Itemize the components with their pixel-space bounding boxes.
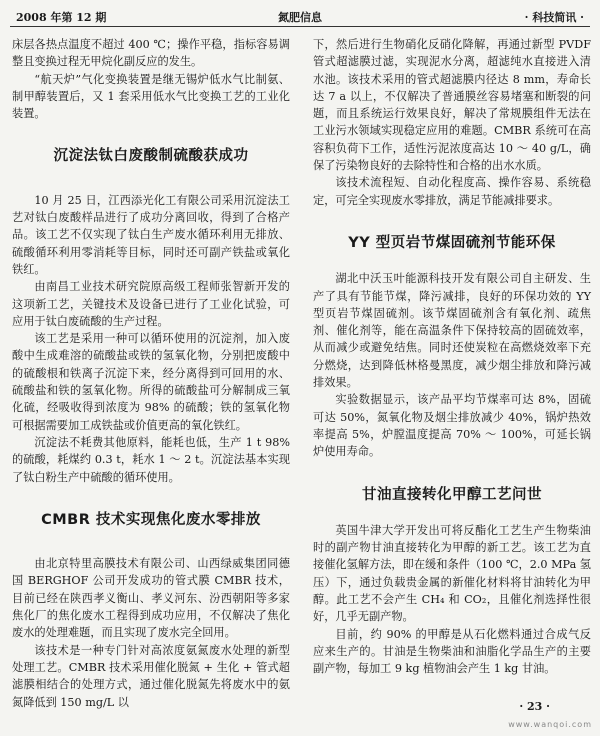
paragraph: 该技术流程短、自动化程度高、操作容易、系统稳定，可完全实现废水零排放，满足节能减排要求。 — [313, 176, 591, 207]
watermark: www.wanqoi.com — [508, 720, 592, 729]
paragraph: 下，然后进行生物硝化反硝化降解，再通过新型 PVDF 管式超滤膜过滤，实现泥水分离，超滤纯水直接进入清水池。该技术采用的管式超滤膜内径达 8 mm，寿命长达 7 a 以上，不仅解决了普通膜丝容易堵塞和断裂的问题，而且系统运行效果良好，解决了常规膜组件无法在工业污水领域实现稳定应用的难题。CMBR 系统可在高容积负荷下工作，适性污泥浓度高达 10 ～ 40 g/L，确保了污染物良好的去除特性和合格的出水水质。 — [313, 38, 591, 173]
paragraph: 该工艺是采用一种可以循环使用的沉淀剂，加入废酸中生成难溶的硫酸盐或铁的氢氧化物，分别把废酸中的硫酸根和铁离子沉淀下来，经分离得到可回用的水、硫酸盐和铁的氢氧化物。所得的硫酸盐可分解制成三氧化硫，经吸收得到浓度为 98% 的硫酸；铁的氢氧化物可根据需要加工成铁盐或价值更高的氧化铁红。 — [12, 332, 290, 432]
page-header — [10, 6, 590, 27]
issue-label: 2008 年第 12 期 — [16, 11, 107, 24]
right-column — [313, 36, 591, 678]
article-title: 沉淀法钛白废酸制硫酸获成功 — [53, 148, 249, 165]
paragraph: 10 月 25 日，江西添光化工有限公司采用沉淀法工艺对钛白废酸样品进行了成功分离回收，得到了合格产品。该工艺不仅实现了钛白生产废水循环利用无排放、硫酸循环利用零消耗等目标，同时还可副产铁盐或氧化铁红。 — [12, 193, 290, 276]
paragraph: “航天炉”气化变换装置是继无锡炉低水气比制氨、制甲醇装置后，又 1 套采用低水气比变换工艺的工业化装置。 — [12, 72, 290, 121]
paragraph: 英国牛津大学开发出可将反酯化工艺生产生物柴油时的副产物甘油直接转化为甲醇的新工艺。该工艺为直接催化氢解方法，即在缓和条件（100 ℃，2.0 MPa 氢压）下，通过负载贵金属的新催化材料将甘油转化为甲醇。此工艺不会产生 CH₄ 和 CO₂，且催化剂选择性很好，几乎无副产物。 — [313, 523, 591, 624]
paragraph: 由北京特里高膜技术有限公司、山西绿威集团同德国 BERGHOF 公司开发成功的管式膜 CMBR 技术，目前已经在陕西孝义衡山、孝义河东、汾西朝阳等多家焦化厂的焦化废水工程得到成功应用，不仅解决了焦化废水的处理难题，而且实现了废水完全回用。 — [12, 557, 290, 640]
section-label: · 科技简讯 · — [524, 11, 584, 24]
paragraph: 该技术是一种专门针对高浓度氨氮废水处理的新型处理工艺。CMBR 技术采用催化脱氮 + 生化 + 管式超滤膜相结合的处理方式，通过催化脱氮先将废水中的氨氮降低到 150 mg/L 以 — [12, 643, 290, 709]
paragraph: 目前，约 90% 的甲醇是从石化燃料通过合成气反应来生产的。甘油是生物柴油和油脂化学品生产的主要副产物，每加工 9 kg 植物油会产生 1 kg 甘油。 — [313, 627, 591, 676]
page-number: · 23 · — [519, 700, 550, 713]
left-column — [12, 36, 290, 711]
paragraph: 沉淀法不耗费其他原料，能耗也低，生产 1 t 98% 的硫酸，耗煤约 0.3 t，耗水 1 ～ 2 t。沉淀法基本实现了钛白粉生产中硫酸的循环使用。 — [12, 435, 290, 484]
journal-title: 氮肥信息 — [278, 11, 322, 24]
article-title: YY 型页岩节煤固硫剂节能环保 — [348, 234, 556, 251]
paragraph: 湖北中沃玉叶能源科技开发有限公司自主研发、生产了具有节能节煤，降污减排，良好的环保功效的 YY 型页岩节煤固硫剂。该节煤固硫剂含有氧化剂、疏焦剂、催化剂等，能在高温条件下保持较高的固硫效率，从而减少或避免结焦。同时还使炭粒在高燃烧效率下充分燃烧，达到降低林格曼黑度，减少烟尘排放和降污减排效果。 — [313, 272, 591, 390]
paragraph: 实验数据显示，该产品平均节煤率可达 8%，固硫可达 50%，氮氧化物及烟尘排放减少 40%，锅炉热效率提高 5%，炉膛温度提高 70% ～ 100%，可延长锅炉使用寿命。 — [313, 393, 591, 459]
paragraph: 由南昌工业技术研究院原高级工程师张智新开发的这项新工艺，关键技术及设备已进行了工业化试验，可应用于钛白废硫酸的生产过程。 — [12, 280, 290, 328]
paragraph: 床层各热点温度不超过 400 ℃；操作平稳，指标容易调整且变换过程无甲烷化副反应的发生。 — [12, 38, 290, 69]
article-title: CMBR 技术实现焦化废水零排放 — [41, 511, 261, 528]
article-title: 甘油直接转化甲醇工艺问世 — [362, 486, 542, 503]
